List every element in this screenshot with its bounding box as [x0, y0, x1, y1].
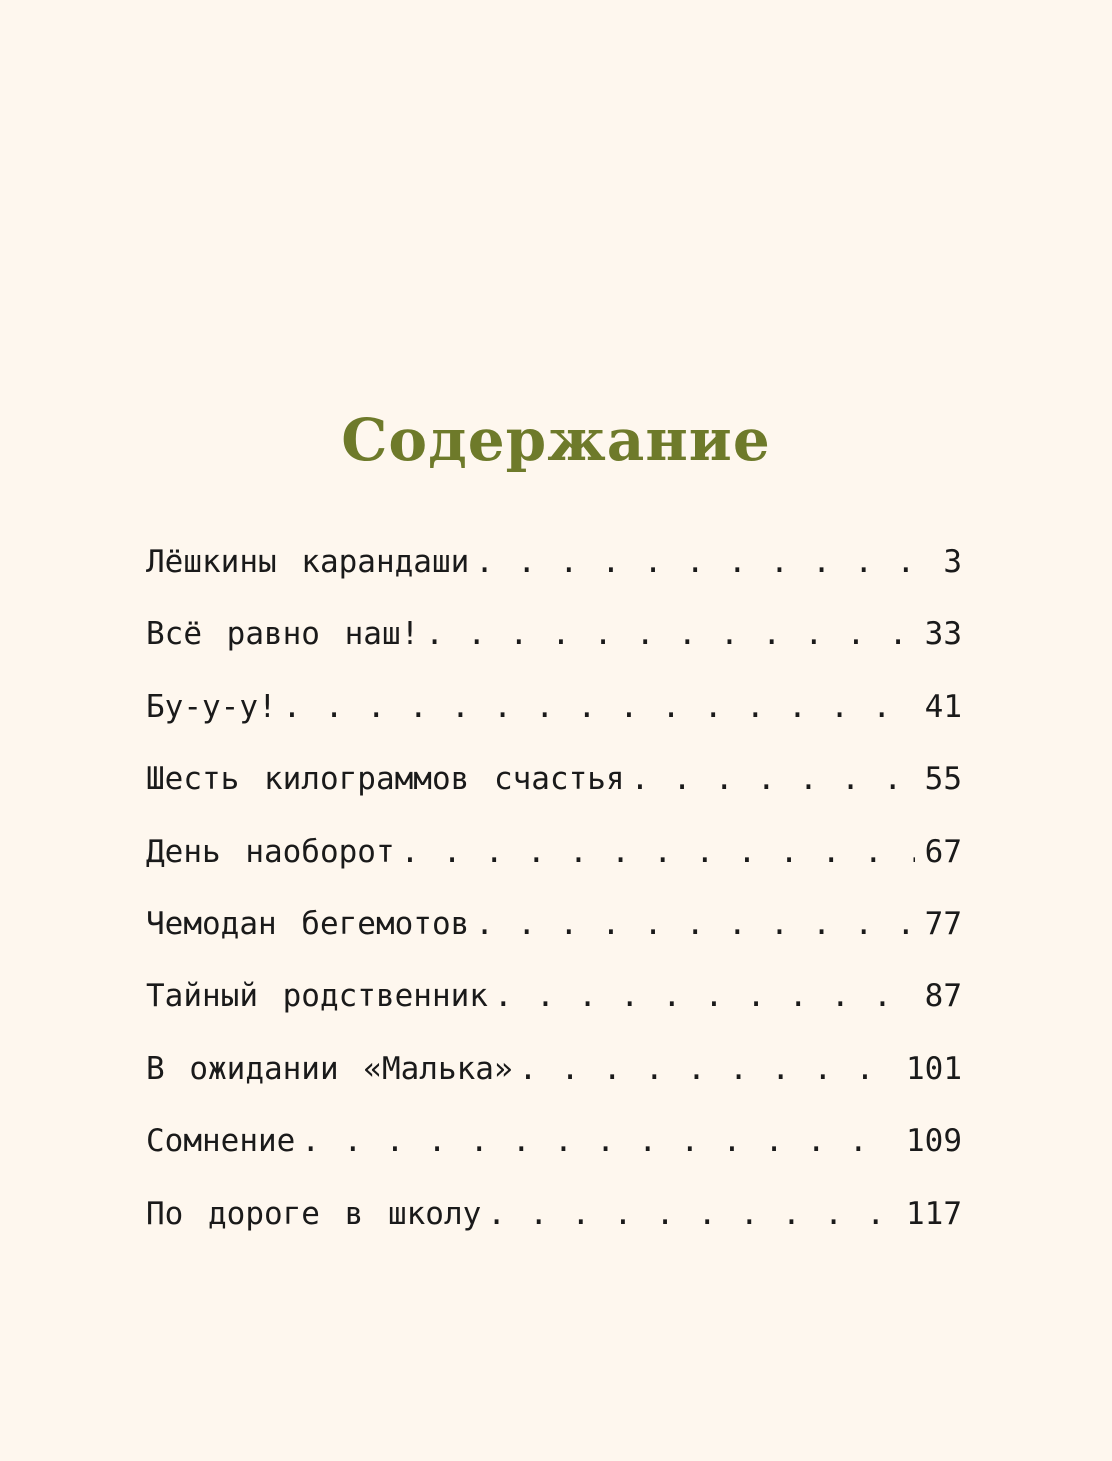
toc-entry: [146, 1109, 962, 1181]
dot-leader: [301, 1109, 896, 1173]
toc-entry-title: По дороге в школу: [146, 1195, 482, 1232]
toc-page-number: 41: [924, 688, 962, 725]
toc-entry: [146, 530, 962, 602]
toc-entry: [146, 1037, 962, 1109]
toc-page-number: 117: [906, 1195, 962, 1232]
toc-entry-title: День наоборот: [146, 833, 395, 870]
dot-leader: [494, 964, 915, 1028]
toc-entry-title: Сомнение: [146, 1123, 296, 1160]
toc-entry-title: В ожидании «Малька»: [146, 1050, 513, 1087]
toc-entry: [146, 820, 962, 892]
toc-page-number: 109: [906, 1123, 962, 1160]
toc-page-number: 101: [906, 1050, 962, 1087]
dot-leader: [475, 530, 933, 594]
toc-page-number: 77: [924, 905, 962, 942]
toc-entry: [146, 892, 962, 964]
toc-entry-title: Чемодан бегемотов: [146, 905, 470, 942]
toc-entry-title: Бу-у-у!: [146, 688, 277, 725]
toc-entry: [146, 675, 962, 747]
toc-page-number: 3: [943, 544, 962, 580]
dot-leader: [487, 1182, 896, 1246]
dot-leader: [519, 1037, 896, 1101]
dot-leader: [631, 747, 915, 811]
toc-page-number: 33: [924, 616, 962, 653]
toc-entry: [146, 602, 962, 674]
toc-page-number: 87: [924, 978, 962, 1015]
dot-leader: [425, 602, 914, 666]
dot-leader: [401, 820, 915, 884]
page-title: Содержание: [341, 406, 771, 474]
toc-entry: [146, 1182, 962, 1254]
toc-entry: [146, 964, 962, 1036]
dot-leader: [283, 675, 915, 739]
toc-entry-title: Тайный родственник: [146, 978, 488, 1015]
toc-page-number: 67: [924, 833, 962, 870]
toc-page-number: 55: [924, 761, 962, 798]
toc-entry-title: Шесть килограммов счастья: [146, 761, 625, 798]
table-of-contents: [146, 530, 962, 1254]
toc-entry-title: Всё равно наш!: [146, 616, 420, 653]
dot-leader: [475, 892, 914, 956]
toc-entry-title: Лёшкины карандаши: [146, 544, 470, 580]
toc-entry: [146, 747, 962, 819]
